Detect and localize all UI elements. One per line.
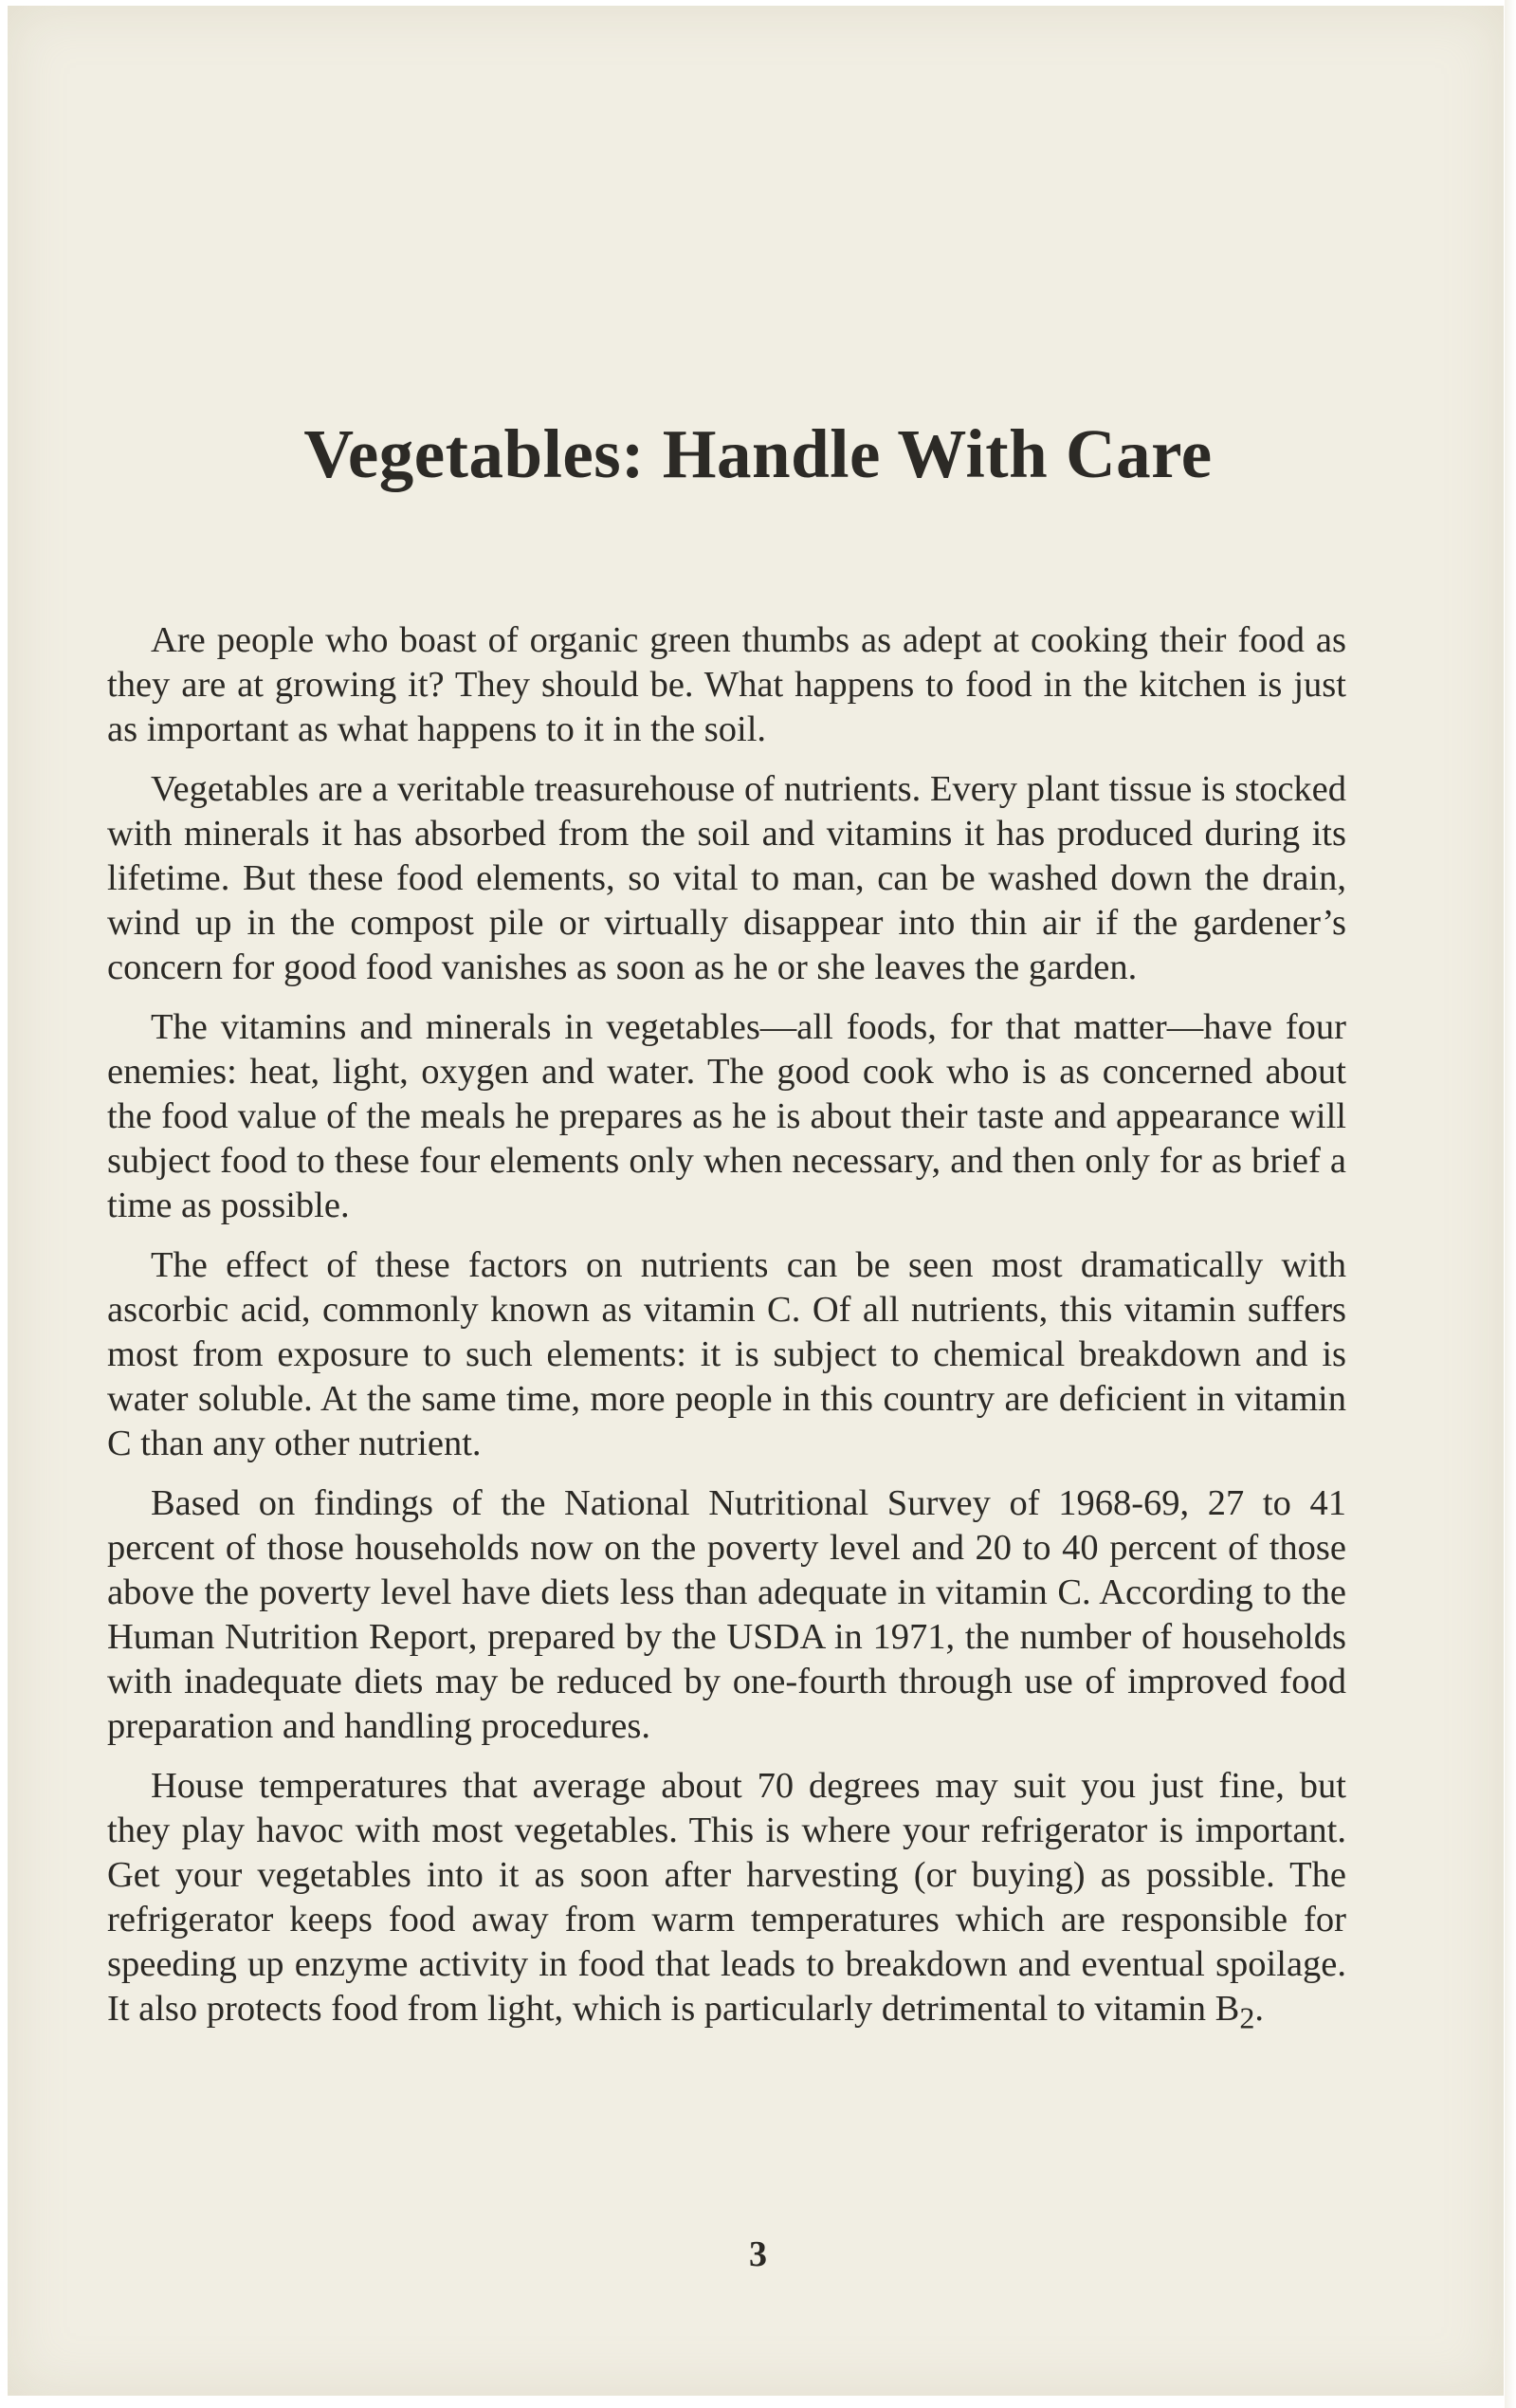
paragraph-4: The effect of these factors on nutrients can be seen most dramatically with ascorbic acid, commonly known as vitamin C. Of all nutrients, this vitamin suffers most from exposure to such elements: it is subject to chemical breakdown and is water soluble. At the same time, more people in this country are deficient in vitamin C than any other nutrient. bbox=[107, 1245, 1346, 1463]
page-number: 3 bbox=[749, 2234, 767, 2274]
paragraph-6 bbox=[107, 1764, 1346, 2041]
paragraph-2: Vegetables are a veritable treasurehouse of nutrients. Every plant tissue is stocked with minerals it has absorbed from the soil and vitamins it has produced during its lifetime. But these food elements, so vital to man, can be washed down the drain, wind up in the compost pile or virtually disappear into thin air if the gardener’s concern for good food vanishes as soon as he or she leaves the garden. bbox=[107, 769, 1346, 987]
paragraph-5: Based on findings of the National Nutritional Survey of 1968-69, 27 to 41 percent of those households now on the poverty level and 20 to 40 percent of those above the poverty level have diets less than adequate in vitamin C. According to the Human Nutrition Report, prepared by the USDA in 1971, the number of households with inadequate diets may be reduced by one-fourth through use of improved food preparation and handling procedures. bbox=[107, 1483, 1346, 1746]
paragraph-1: Are people who boast of organic green thumbs as adept at cooking their food as they are at growing it? They should be. What happens to food in the kitchen is just as important as what happens to it in the soil. bbox=[107, 620, 1346, 749]
vitamin-subscript: 2 bbox=[1239, 2000, 1255, 2035]
article-body bbox=[107, 618, 1346, 2056]
paragraph-6-end: . bbox=[1254, 1989, 1264, 2029]
page-title: Vegetables: Handle With Care bbox=[303, 415, 1213, 492]
paragraph-6-text: House temperatures that average about 70 degrees may suit you just fine, but they play havoc with most vegetables. This is where your refrigerator is important. Get your vegetables into it as soon after harvesting (or buying) as possible. The refrigerator keeps food away from warm temperatures which are responsible for speeding up enzyme activity in food that leads to breakdown and eventual spoilage. It also protects food from light, which is particularly detrimental to vitamin B bbox=[107, 1766, 1346, 2029]
page-edge bbox=[1505, 0, 1516, 2408]
paragraph-3: The vitamins and minerals in vegetables—all foods, for that matter—have four enemies: heat, light, oxygen and water. The good cook who is as concerned about the food value of the meals he prepares as he is about their taste and appearance will subject food to these four elements only when necessary, and then only for as brief a time as possible. bbox=[107, 1007, 1346, 1225]
